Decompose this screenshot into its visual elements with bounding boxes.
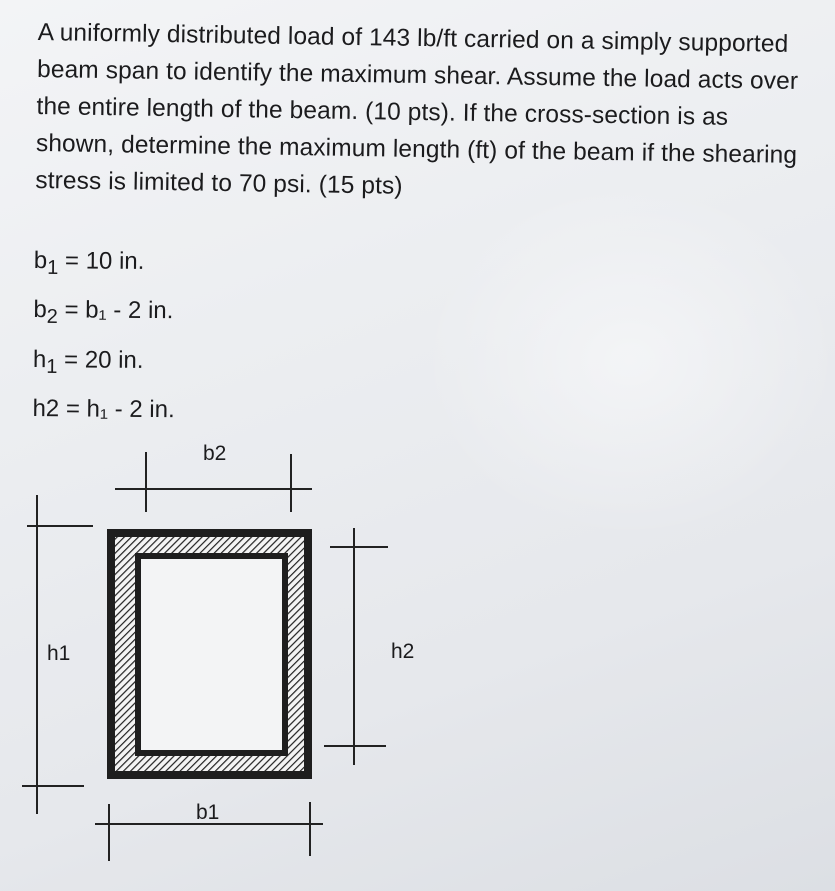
label-b1: b1 [196,801,220,824]
given-symbol: b [33,296,47,324]
dimension-h2 [324,528,414,765]
given-value: = h₁ - 2 in. [59,395,175,424]
problem-statement: A uniformly distributed load of 143 lb/ft carried on a simply supported beam span to identify the maximum shear. Assume the load acts over the entire length of the beam. (10 pts). If the cross-section is as shown, determine the maximum length (ft) of the beam if the shearing stress is limited to 70 psi. (15 pts) [35,18,799,200]
given-subscript: 1 [46,355,58,378]
given-values [32,240,176,438]
given-symbol: b [33,246,48,275]
given-h1 [33,339,176,390]
given-subscript: 2 [46,306,58,329]
cross-section-diagram [0,420,835,891]
label-b2: b2 [203,442,227,465]
given-symbol: h2 [32,394,60,423]
given-value: = b₁ - 2 in. [57,296,174,325]
given-b1 [34,240,177,291]
given-value: = 20 in. [57,345,144,374]
given-b2 [33,289,176,340]
hollow-rectangle-section [107,529,312,779]
label-h2: h2 [391,640,415,663]
dimension-h1 [22,495,93,814]
given-value: = 10 in. [58,247,145,275]
dimension-b1 [95,801,323,861]
label-h1: h1 [47,642,71,665]
given-subscript: 1 [47,256,59,280]
dimension-b2 [115,442,312,512]
given-symbol: h [32,345,47,373]
